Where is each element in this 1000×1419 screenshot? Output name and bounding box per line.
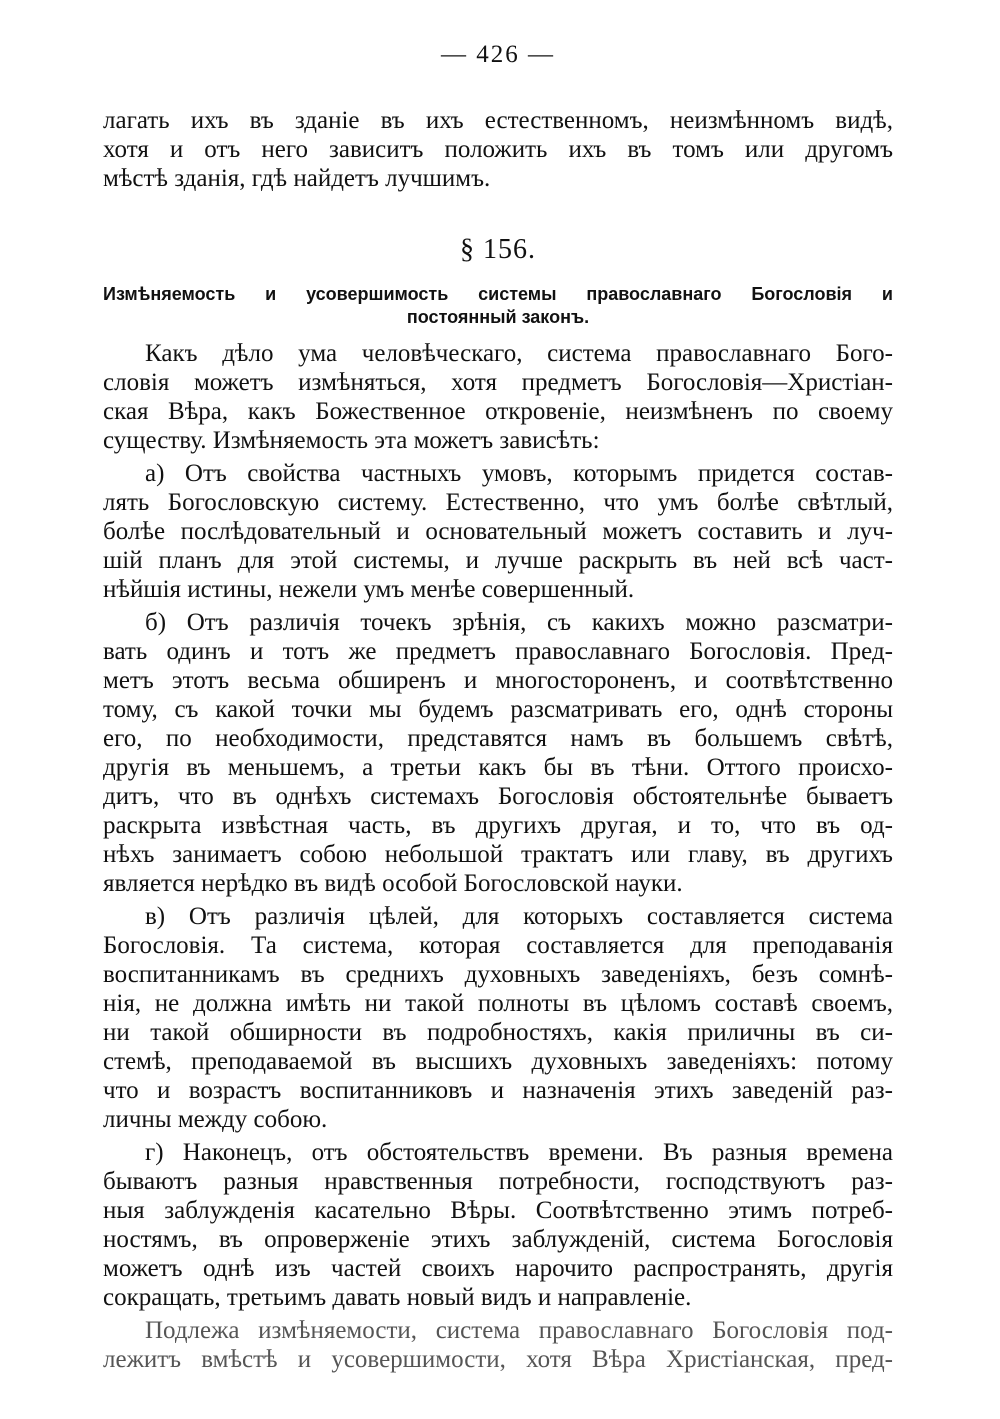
text-line: нія, не должна имѣть ни такой полноты въ цѣломъ составѣ своемъ, (103, 990, 893, 1017)
text-line: хотя и отъ него зависитъ положить ихъ въ томъ или другомъ (103, 136, 893, 163)
section-title-line: постоянный законъ. (406, 307, 590, 327)
text-line: стемѣ, преподаваемой въ высшихъ духовныхъ заведеніяхъ: потому (103, 1048, 893, 1075)
text-line: другія въ меньшемъ, а третьи какъ бы въ тѣни. Оттого происхо- (103, 754, 893, 781)
section-title (103, 283, 893, 329)
text-line: метъ этотъ весьма обширенъ и многостороненъ, и соотвѣтственно (103, 667, 893, 694)
text-line: лять Богословскую систему. Естественно, что умъ болѣе свѣтлый, (103, 489, 893, 516)
text-line: ни такой обширности въ подробностяхъ, какія приличны въ си- (103, 1019, 893, 1046)
text-line: что и возрастъ воспитанниковъ и назначенія этихъ заведеній раз- (103, 1077, 893, 1104)
text-line: тому, съ какой точки мы будемъ разсматривать его, однѣ стороны (103, 696, 893, 723)
text-line: ностямъ, въ опроверженіе этихъ заблужденій, система Богословія (103, 1226, 893, 1253)
text-line: нѣйшія истины, нежели умъ менѣе совершенный. (103, 576, 635, 603)
paragraph-v (103, 902, 893, 1134)
paragraph-intro (103, 339, 893, 455)
text-line: существу. Измѣняемость эта можетъ зависѣть: (103, 427, 600, 454)
intro-paragraph (103, 106, 893, 193)
text-line: воспитанникамъ въ среднихъ духовныхъ заведеніяхъ, безъ сомнѣ- (103, 961, 893, 988)
text-line: г) Наконецъ, отъ обстоятельствъ времени. Въ разныя времена (145, 1139, 893, 1166)
text-line: можетъ однѣ изъ частей своихъ нарочито распространять, другія (103, 1255, 893, 1282)
text-line: мѣстѣ зданія, гдѣ найдетъ лучшимъ. (103, 165, 491, 192)
text-line: раскрыта извѣстная часть, въ другихъ другая, и то, что въ од- (103, 812, 893, 839)
text-line: лежитъ вмѣстѣ и усовершимости, хотя Вѣра Христіанская, пред- (103, 1346, 893, 1373)
book-page (103, 40, 893, 1374)
text-line: в) Отъ различія цѣлей, для которыхъ составляется система (145, 903, 893, 930)
text-line: ныя заблужденія касательно Вѣры. Соотвѣтственно этимъ потреб- (103, 1197, 893, 1224)
paragraph-final (103, 1316, 893, 1374)
section-number: § 156. (460, 234, 536, 265)
section-title-line: Измѣняемость и усовершимость системы православнаго Богословія и (103, 284, 893, 304)
text-line: является нерѣдко въ видѣ особой Богословской науки. (103, 870, 683, 897)
text-line: нѣхъ занимаетъ собою небольшой трактатъ или главу, въ другихъ (103, 841, 893, 868)
text-line: Богословія. Та система, которая составляется для преподаванія (103, 932, 893, 959)
text-line: лагать ихъ въ зданіе въ ихъ естественномъ, неизмѣнномъ видѣ, (103, 107, 893, 134)
text-line: бываютъ разныя нравственныя потребности, господствуютъ раз- (103, 1168, 893, 1195)
text-line: б) Отъ различія точекъ зрѣнія, съ какихъ можно разсматри- (145, 609, 893, 636)
text-line: шій планъ для этой системы, и лучше раскрыть въ ней всѣ част- (103, 547, 893, 574)
text-line: сокращать, третьимъ давать новый видъ и направленіе. (103, 1284, 692, 1311)
paragraph-g (103, 1138, 893, 1312)
page-number: — 426 — (441, 41, 555, 68)
text-line: словія можетъ измѣняться, хотя предметъ Богословія—Христіан- (103, 369, 893, 396)
text-line: его, по необходимости, представятся намъ въ большемъ свѣтѣ, (103, 725, 893, 752)
paragraph-a (103, 459, 893, 604)
text-line: Какъ дѣло ума человѣческаго, система православнаго Бого- (145, 340, 893, 367)
text-line: а) Отъ свойства частныхъ умовъ, которымъ придется состав- (145, 460, 893, 487)
text-line: болѣе послѣдовательный и основательный можетъ составить и луч- (103, 518, 893, 545)
paragraph-b (103, 608, 893, 898)
text-line: личны между собою. (103, 1106, 328, 1133)
text-line: ская Вѣра, какъ Божественное откровеніе, неизмѣненъ по своему (103, 398, 893, 425)
text-line: дитъ, что въ однѣхъ системахъ Богословія обстоятельнѣе бываетъ (103, 783, 893, 810)
text-line: Подлежа измѣняемости, система православнаго Богословія под- (145, 1317, 893, 1344)
text-line: вать одинъ и тотъ же предметъ православнаго Богословія. Пред- (103, 638, 893, 665)
